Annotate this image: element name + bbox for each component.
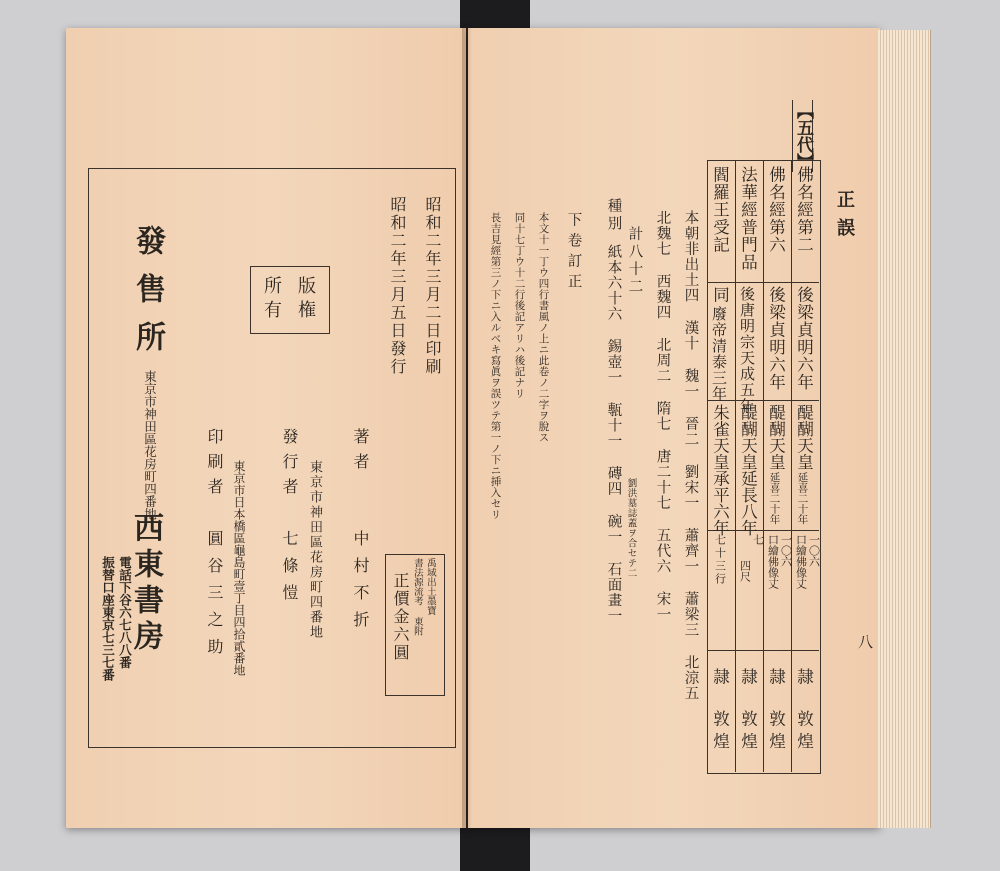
price-note-line2: 書法源流考 東附 (411, 558, 423, 636)
section-label: 【五代】 (793, 102, 813, 170)
errata-correction-cell: 醍醐天皇 (766, 404, 786, 470)
lower-volume-item3: 長吉見經第三ノ下ニ入ルベキ寫眞ヲ誤ツテ第一ノ下ニ挿入セリ (489, 212, 502, 520)
seller-name: 西東書房 (128, 512, 163, 656)
lower-volume-item2: 同十七丁ウ十二行後記アリハ後記ナリ (513, 212, 526, 399)
published-date: 昭和二年三月五日發行 (388, 196, 407, 376)
page-edges (878, 30, 931, 828)
printer-address: 東京市日本橋區龜島町壹丁目四拾貳番地 (232, 460, 246, 676)
errata-col-divider (735, 160, 736, 772)
errata-correction-note: 延喜二十年 (768, 472, 781, 525)
errata-col-divider (791, 160, 792, 772)
errata-wrong-cell: 隷 (766, 668, 786, 685)
errata-wrong-cell: 隷 (738, 668, 758, 685)
errata-note-cell: 口繪佛像丈 (794, 534, 808, 589)
counts-line1: 本朝非出土四 漢十 魏一 晉二 劉宋一 蕭齊一 蕭梁三 北涼五 (682, 210, 699, 701)
publisher-name: 七條愷 (280, 530, 299, 611)
errata-era-cell: 後唐明宗天成五年 (738, 286, 756, 414)
errata-correction-cell: 朱雀天皇承平六年 (710, 404, 730, 536)
author-label: 著者 (351, 428, 370, 478)
types-label: 種別 (605, 198, 622, 233)
types-note: 劉洪墓誌蓋ヲ合セテ二 (625, 478, 637, 578)
errata-location-cell: 一〇六 (807, 534, 821, 567)
errata-era2-cell: 廢帝清泰三年 (710, 306, 728, 402)
errata-right-cell: 敦煌 (738, 710, 758, 755)
copyright-line2: 所有 (261, 276, 282, 324)
errata-right-cell: 敦煌 (794, 710, 814, 755)
errata-col-divider (763, 160, 764, 772)
counts-line2: 北魏七 西魏四 北周二 隋七 唐二十七 五代六 宋一 (654, 210, 671, 622)
types-list: 紙本六十六 錫壺一 甎十一 磚四 碗一 石面畫一 (605, 244, 622, 624)
errata-correction-cell: 醍醐天皇 (794, 404, 814, 470)
errata-title-cell: 佛名經第二 (794, 166, 814, 254)
errata-location-cell: 七 (751, 534, 765, 545)
seller-label: 發售所 (130, 225, 165, 369)
errata-title: 正誤 (834, 190, 855, 246)
counts-total: 計八十二 (626, 226, 643, 296)
errata-wrong-cell: 隷 (710, 668, 730, 685)
author-name: 中村不折 (351, 530, 370, 638)
errata-location-cell: 七十三行 (713, 534, 727, 586)
lower-volume-item1: 本文十一丁ウ四行書風ノ上ニ此卷ノ二字ヲ脫ス (537, 212, 550, 443)
price-value: 正價金六圓 (391, 572, 410, 662)
errata-right-cell: 敦煌 (710, 710, 730, 755)
price-note-line1: 禹域出土墨寶 (424, 558, 436, 615)
errata-right-cell: 敦煌 (766, 710, 786, 755)
errata-correction-note: 延喜二十年 (796, 472, 809, 525)
seller-address: 東京市神田區花房町四番地 (142, 370, 158, 520)
lower-volume-title: 下卷訂正 (565, 212, 582, 294)
book-gutter (462, 28, 472, 828)
printed-date: 昭和二年三月二日印刷 (423, 196, 442, 376)
errata-era-cell: 後梁貞明六年 (794, 286, 814, 391)
errata-title-cell: 閻羅王受記 (710, 166, 730, 254)
copyright-line1: 版権 (295, 276, 316, 324)
errata-era-cell: 後梁貞明六年 (766, 286, 786, 391)
printer-name: 圓谷三之助 (205, 530, 224, 665)
errata-correction-cell: 醍醐天皇延長八年 (738, 404, 758, 536)
errata-location-cell: 一〇六 (779, 534, 793, 567)
printer-label: 印刷者 (205, 428, 224, 503)
errata-wrong-cell: 隷 (794, 668, 814, 685)
errata-title-cell: 佛名經第六 (766, 166, 786, 254)
errata-title-cell: 法華經普門品 (738, 166, 758, 271)
errata-era-cell: 同 (710, 286, 730, 304)
publisher-label: 發行者 (280, 428, 299, 503)
publisher-address: 東京市神田區花房町四番地 (307, 460, 322, 640)
seller-phone: 電話下谷六七八八番 (117, 556, 133, 669)
seller-furikae: 振替口座東京七三七番 (100, 556, 116, 681)
page-number: 八 (856, 634, 874, 649)
errata-note-cell: 四尺 (738, 560, 752, 582)
errata-note-cell: 口繪佛像丈 (766, 534, 780, 589)
